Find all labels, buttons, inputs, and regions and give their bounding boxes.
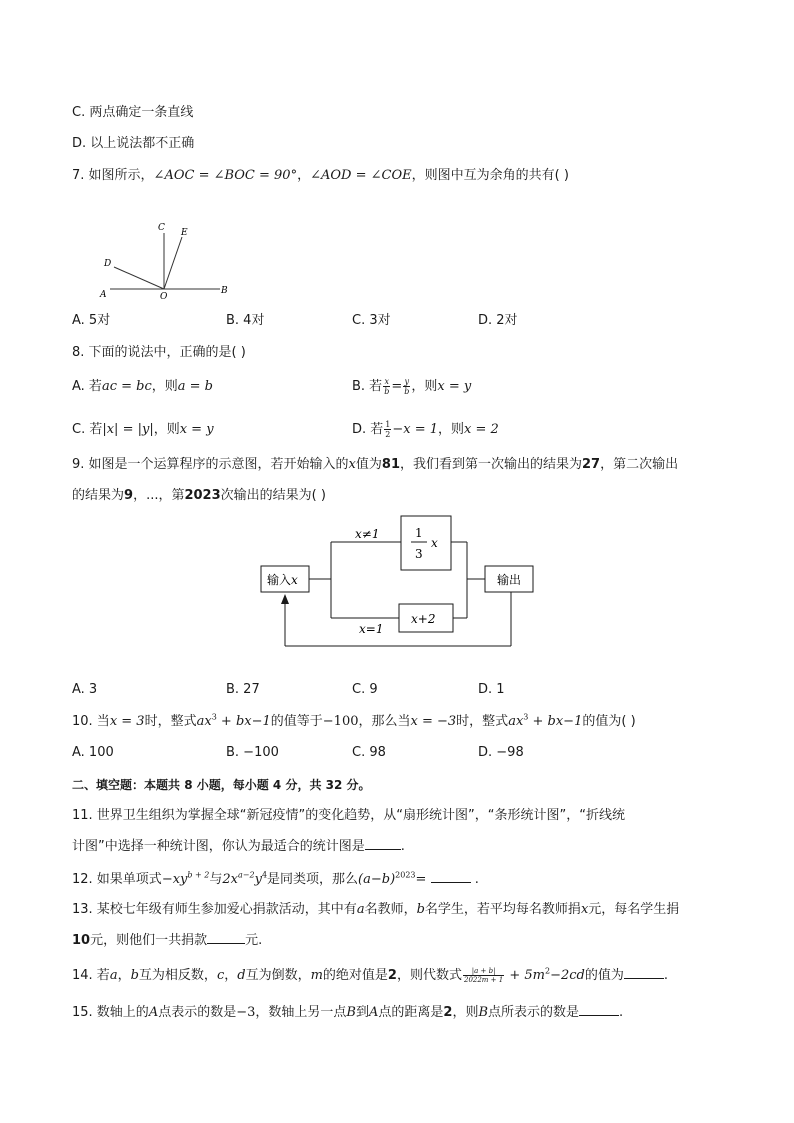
q7-condition-1: ∠AOC = ∠BOC = 90° <box>153 168 298 183</box>
q9-option-b: B. 27 <box>226 682 260 697</box>
q15-a2: A <box>368 1005 379 1020</box>
q10-post: 的值为( ) <box>582 714 636 729</box>
q14-mid4: ，则代数式 <box>396 968 462 983</box>
question-9-line-1 <box>72 455 678 475</box>
q8-option-d <box>352 420 499 440</box>
q14-frac-den: 2022m + 1 <box>463 976 504 984</box>
q14-post: 的值为 <box>584 968 624 983</box>
q13-num: 10 <box>72 933 91 948</box>
q12-t1-exp: b + 2 <box>187 870 210 880</box>
q12-t1: −xy <box>161 872 188 887</box>
q8-b-den-2: b <box>404 387 410 396</box>
q13-l1-pre: 13. 某校七年级有师生参加爱心捐款活动，其中有 <box>72 902 357 917</box>
q10-mid4: 时，整式 <box>456 714 509 729</box>
ray-oe <box>164 237 182 289</box>
q14-mid1: 互为相反数， <box>138 968 217 983</box>
q8-d-pre: D. 若 <box>352 422 384 437</box>
label-d: D <box>104 259 112 269</box>
q15-mid2: ，数轴上另一点 <box>255 1005 347 1020</box>
flow-cond-top: x≠1 <box>355 527 380 541</box>
section2-pre: 二、填空题：本题共 <box>72 778 185 792</box>
q9-var: x <box>348 457 356 472</box>
q12-post: . <box>474 872 479 887</box>
q12-t2: 2x <box>222 872 239 887</box>
q14-frac <box>463 967 504 984</box>
question-7-stem <box>72 166 569 186</box>
q7-option-c: C. 3对 <box>352 313 391 328</box>
q13-a: a <box>356 902 365 917</box>
flow-cond-bottom: x=1 <box>359 622 384 636</box>
q13-b: b <box>416 902 425 917</box>
q9-option-a: A. 3 <box>72 682 98 697</box>
q15-b2: B <box>478 1005 489 1020</box>
q10-option-a: A. 100 <box>72 745 114 760</box>
q8-c-math2: x = y <box>179 422 214 437</box>
q14-rest: + 5m <box>505 968 545 983</box>
q8-b-frac-x <box>383 377 390 396</box>
q14-d: d <box>237 968 246 983</box>
flowchart <box>255 512 545 654</box>
q9-option-c: C. 9 <box>352 682 378 697</box>
q9-v9: 9 <box>124 488 134 503</box>
label-b: B <box>221 286 228 296</box>
section2-mid2: 分，共 <box>281 778 326 792</box>
question-9-line-2 <box>72 486 326 506</box>
section-2-heading <box>72 775 371 795</box>
q8-c-mid: ，则 <box>153 422 180 437</box>
q8-b-frac-y <box>403 377 410 396</box>
q12-eq: = <box>415 872 427 887</box>
q13-x: x <box>580 902 589 917</box>
q8-b-pre: B. 若 <box>352 379 383 394</box>
q15-mid5: ，则 <box>452 1005 479 1020</box>
q8-option-b <box>352 377 471 397</box>
q14-mid2: 互为倒数， <box>245 968 311 983</box>
q12-t2-exp: a−2 <box>238 870 255 880</box>
q12-answer-blank[interactable] <box>431 882 471 883</box>
q10-pre: 10. 当 <box>72 714 110 729</box>
q14-pre: 14. 若 <box>72 968 110 983</box>
section2-mid1: 小题，每小题 <box>192 778 273 792</box>
q8-d-den: 2 <box>385 430 391 439</box>
q8-a-math2: a = b <box>177 379 213 394</box>
q15-mid1: 点表示的数是 <box>158 1005 237 1020</box>
section2-n3: 32 <box>325 778 343 792</box>
q10-expr-b-2: + bx−1 <box>528 714 583 729</box>
q10-val: −100 <box>322 714 359 729</box>
q7-text-post: ，则图中互为余角的共有( ) <box>411 168 569 183</box>
q8-a-mid: ，则 <box>151 379 178 394</box>
q15-post: 点所表示的数是 <box>488 1005 580 1020</box>
q8-option-c <box>72 420 214 440</box>
angle-figure <box>92 215 252 305</box>
q9-l1-pre: 9. 如图是一个运算程序的示意图，若开始输入的 <box>72 457 349 472</box>
q15-end: . <box>619 1005 624 1020</box>
q12-pre: 12. 如果单项式 <box>72 872 162 887</box>
q10-option-c: C. 98 <box>352 745 386 760</box>
label-e: E <box>181 228 188 238</box>
q12-expr-exp: 2023 <box>395 870 416 880</box>
q13-l2-post: 元. <box>245 933 263 948</box>
q12-t2-y: y <box>254 872 262 887</box>
q12-expr: (a−b) <box>358 872 396 887</box>
ray-od <box>114 267 164 289</box>
q10-expr-a-2: ax <box>508 714 524 729</box>
q10-option-d: D. −98 <box>478 745 524 760</box>
q9-l1-mid2: ，我们看到第一次输出的结果为 <box>400 457 583 472</box>
q10-mid1: 时，整式 <box>144 714 197 729</box>
q14-rest-exp: 2 <box>544 966 551 976</box>
q9-l2-mid: ，...，第 <box>133 488 185 503</box>
q10-expr-b: + bx−1 <box>216 714 271 729</box>
q7-option-d: D. 2对 <box>478 313 518 328</box>
q13-l1-mid2: 名学生，若平均每名教师捐 <box>424 902 581 917</box>
label-o: O <box>160 292 168 302</box>
q7-option-b: B. 4对 <box>226 313 265 328</box>
question-11-line-1: 11. 世界卫生组织为掌握全球“新冠疫情”的变化趋势，从“扇形统计图”，“条形统计图”，“折线统 <box>72 808 625 823</box>
question-11-line-2 <box>72 837 405 857</box>
question-13-line-1 <box>72 900 679 920</box>
q14-m: m <box>310 968 323 983</box>
q8-d-mid: ，则 <box>438 422 465 437</box>
q10-option-b: B. −100 <box>226 745 279 760</box>
q10-expr-a: ax <box>196 714 212 729</box>
q8-c-pre: C. 若 <box>72 422 103 437</box>
q9-v81: 81 <box>381 457 400 472</box>
q14-s1: ， <box>117 968 131 983</box>
q9-l2-post: 次输出的结果为( ) <box>220 488 326 503</box>
section2-post: 分。 <box>342 778 371 792</box>
q9-l1-mid: 值为 <box>355 457 382 472</box>
q8-a-pre: A. 若 <box>72 379 102 394</box>
q14-a: a <box>109 968 118 983</box>
section2-n2: 4 <box>272 778 282 792</box>
q15-dist: 2 <box>443 1005 453 1020</box>
q9-v2023: 2023 <box>184 488 221 503</box>
q15-mid4: 点的距离是 <box>378 1005 444 1020</box>
q10-cond2: x = −3 <box>410 714 457 729</box>
q7-text: 7. 如图所示， <box>72 168 154 183</box>
question-10-stem <box>72 712 636 732</box>
q9-v27: 27 <box>582 457 601 472</box>
q10-mid2: 的值等于 <box>270 714 323 729</box>
q8-b-num-x: x <box>384 377 389 386</box>
q8-d-rest: −x = 1 <box>392 422 439 437</box>
flow-op-top-var: x <box>431 536 438 550</box>
q12-mid: 与 <box>209 872 223 887</box>
q11-l2-post: . <box>400 839 405 854</box>
q15-val: −3 <box>236 1005 256 1020</box>
label-c: C <box>158 223 165 233</box>
flow-op-top-den: 3 <box>415 547 423 561</box>
q10-mid3: ，那么当 <box>358 714 411 729</box>
q13-l1-post: 元，每名学生捐 <box>588 902 680 917</box>
q12-t2-y-exp: 4 <box>261 870 268 880</box>
q11-answer-blank[interactable] <box>365 849 401 850</box>
q14-frac-num: |a + b| <box>463 967 504 976</box>
flow-op-top-box <box>401 516 451 570</box>
q8-d-frac <box>384 420 391 439</box>
q7-sep: ， <box>297 168 311 183</box>
q15-mid3: 到 <box>355 1005 369 1020</box>
q14-two: 2 <box>387 968 397 983</box>
q14-c: c <box>216 968 225 983</box>
question-12 <box>72 870 479 890</box>
flow-op-top-num: 1 <box>415 526 423 540</box>
q14-answer-blank[interactable] <box>624 978 664 979</box>
q9-l1-post: ，第二次输出 <box>600 457 679 472</box>
q8-b-mid: ，则 <box>411 379 438 394</box>
q15-answer-blank[interactable] <box>579 1015 619 1016</box>
q9-option-d: D. 1 <box>478 682 505 697</box>
q9-l2-pre: 的结果为 <box>72 488 125 503</box>
q11-l2-pre: 计图”中选择一种统计图，你认为最适合的统计图是 <box>72 839 365 854</box>
q8-option-a <box>72 377 213 397</box>
flow-op-bottom: x+2 <box>411 612 436 626</box>
q8-b-num-y: y <box>404 377 410 386</box>
q8-a-math1: ac = bc <box>101 379 152 394</box>
option-c-prev: C. 两点确定一条直线 <box>72 105 194 120</box>
question-14 <box>72 966 668 986</box>
q8-d-num: 1 <box>385 420 391 429</box>
question-13-line-2 <box>72 931 262 951</box>
q7-option-a: A. 5对 <box>72 313 111 328</box>
flow-output-label: 输出 <box>497 573 522 587</box>
flow-arrowhead <box>281 594 289 604</box>
q10-exp: 3 <box>211 712 217 722</box>
label-a: A <box>100 290 107 300</box>
q10-cond1: x = 3 <box>109 714 145 729</box>
q8-b-math2: x = y <box>437 379 472 394</box>
q8-b-eq: = <box>391 379 403 394</box>
q8-d-math2: x = 2 <box>464 422 499 437</box>
q13-answer-blank[interactable] <box>207 943 245 944</box>
q12-mid2: 是同类项，那么 <box>267 872 359 887</box>
q8-c-math1: |x| = |y| <box>102 422 154 437</box>
q10-exp-2: 3 <box>523 712 529 722</box>
question-15 <box>72 1003 623 1023</box>
q15-b: B <box>346 1005 356 1020</box>
q13-l1-mid: 名教师， <box>364 902 417 917</box>
option-d-prev: D. 以上说法都不正确 <box>72 136 195 151</box>
question-8-stem: 8. 下面的说法中，正确的是( ) <box>72 345 246 360</box>
q14-rest2: −2cd <box>550 968 585 983</box>
q7-condition-2: ∠AOD = ∠COE <box>310 168 412 183</box>
flow-input-label: 输入x <box>267 573 298 587</box>
q15-pre: 15. 数轴上的 <box>72 1005 149 1020</box>
q14-end: . <box>663 968 669 983</box>
q13-l2-pre: 元，则他们一共捐款 <box>90 933 208 948</box>
q14-s2: ， <box>224 968 238 983</box>
q14-mid3: 的绝对值是 <box>322 968 388 983</box>
q15-a: A <box>148 1005 159 1020</box>
q8-b-den-1: b <box>384 387 390 396</box>
q14-b: b <box>130 968 139 983</box>
section2-n1: 8 <box>184 778 193 792</box>
